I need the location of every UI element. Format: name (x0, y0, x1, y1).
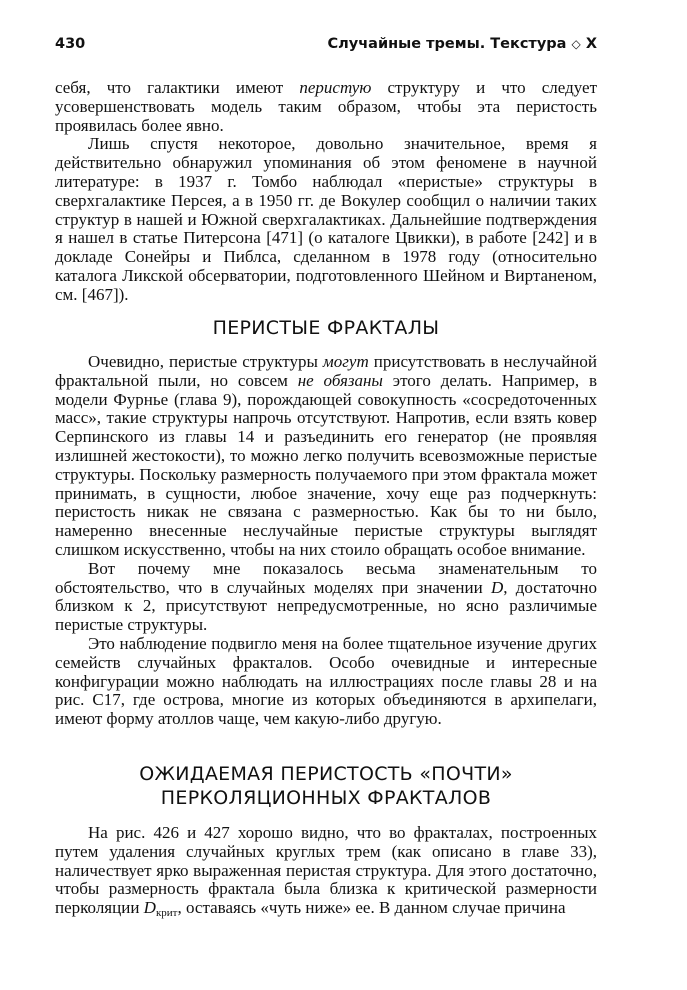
math-variable: D (143, 898, 156, 918)
page-number: 430 (55, 36, 86, 52)
text-run: На рис. 426 и 427 хорошо видно, что во фракталах, построенных путем удаления случайных круглых трем (как описано в главе 33), наличествует ярко выраженная перистая структура. Для этого достаточно, чтобы размерность фрактала была близка к критической размерности перколяции (55, 823, 597, 918)
italic-term: могут (322, 352, 369, 371)
section-heading-line: ПЕРКОЛЯЦИОННЫХ ФРАКТАЛОВ (160, 787, 492, 809)
text-run: Вот почему мне показалось весьма знаменательным то обстоятельство, что в случайных моделях при значении (55, 558, 597, 597)
diamond-icon: ◇ (571, 37, 581, 51)
chapter-number: X (585, 36, 597, 52)
intro-text-block (55, 79, 597, 305)
subscript: крит (155, 907, 178, 920)
text-run: этого делать. Например, в модели Фурнье (глава 9), порождающей совокупность «сосредоточенных масс», такие структуры напрочь отсутствуют. Напротив, если взять ковер Серпинского из главы 14 и разъединить его генератор (не проявляя излишней жестокости), то можно легко получить всевозможные перистые структуры. Поскольку размерность получаемого при этом фрактала может принимать, в сущности, любое значение, хочу еще раз подчеркнуть: перистость никак не связана с размерностью. Как бы то ни было, намеренно внесенные неслучайные перистые структуры выглядят слишком искусственно, чтобы на них стоило обращать особое внимание. (55, 370, 597, 559)
section-body (55, 353, 597, 729)
paragraph (55, 824, 597, 918)
text-run: Очевидно, перистые структуры (88, 352, 323, 371)
text-run: себя, что галактики имеют (55, 78, 300, 97)
section-heading: ПЕРИСТЫЕ ФРАКТАЛЫ (212, 317, 440, 339)
paragraph (55, 353, 597, 560)
running-header (55, 36, 597, 58)
paragraph: Это наблюдение подвигло меня на более тщательное изучение других семейств случайных фракталов. Особо очевидные и интересные конфигурации можно наблюдать на иллюстрациях после главы 28 и на рис. С17, где острова, многие из которых объединяются в архипелаги, имеют форму атоллов чаще, чем какую-либо другую. (55, 633, 597, 729)
math-variable: D (490, 577, 504, 597)
text-run: , оставаясь «чуть ниже» ее. В данном случае причина (177, 898, 566, 918)
section-heading (55, 762, 597, 810)
section-heading-line: ОЖИДАЕМАЯ ПЕРИСТОСТЬ «ПОЧТИ» (139, 763, 513, 785)
italic-term: перистую (299, 78, 372, 97)
text-run: , достаточно близком к 2, присутствуют непредусмотренные, но ясно различимые перистые структуры. (55, 577, 597, 635)
running-title (328, 36, 598, 52)
text-run: структуру и что следует усовершенствовать модель таким образом, чтобы эта перистость проявилась более явно. (55, 78, 597, 135)
paragraph (55, 79, 597, 135)
italic-term: не обязаны (297, 370, 383, 390)
running-title-text: Случайные тремы. Текстура (327, 36, 567, 52)
paragraph: Лишь спустя некоторое, довольно значительное, время я действительно обнаружил упоминания об этом феномене в научной литературе: в 1937 г. Томбо наблюдал «перистые» структуры в сверхгалактике Персея, а в 1950 гг. де Вокулер сообщил о наличии таких структур в нашей и Южной сверхгалактиках. Дальнейшие подтверждения я нашел в статье Питерсона [471] (о каталоге Цвикки), в работе [242] и в докладе Сонейры и Пиблса, сделанном в 1978 году (относительно каталога Ликской обсерватории, подготовленного Шейном и Виртаненом, см. [467]). (55, 134, 597, 304)
section-body (55, 824, 597, 918)
paragraph (55, 560, 597, 635)
text-run: присутствовать в неслучайной фрактальной пыли, но совсем (55, 352, 597, 390)
